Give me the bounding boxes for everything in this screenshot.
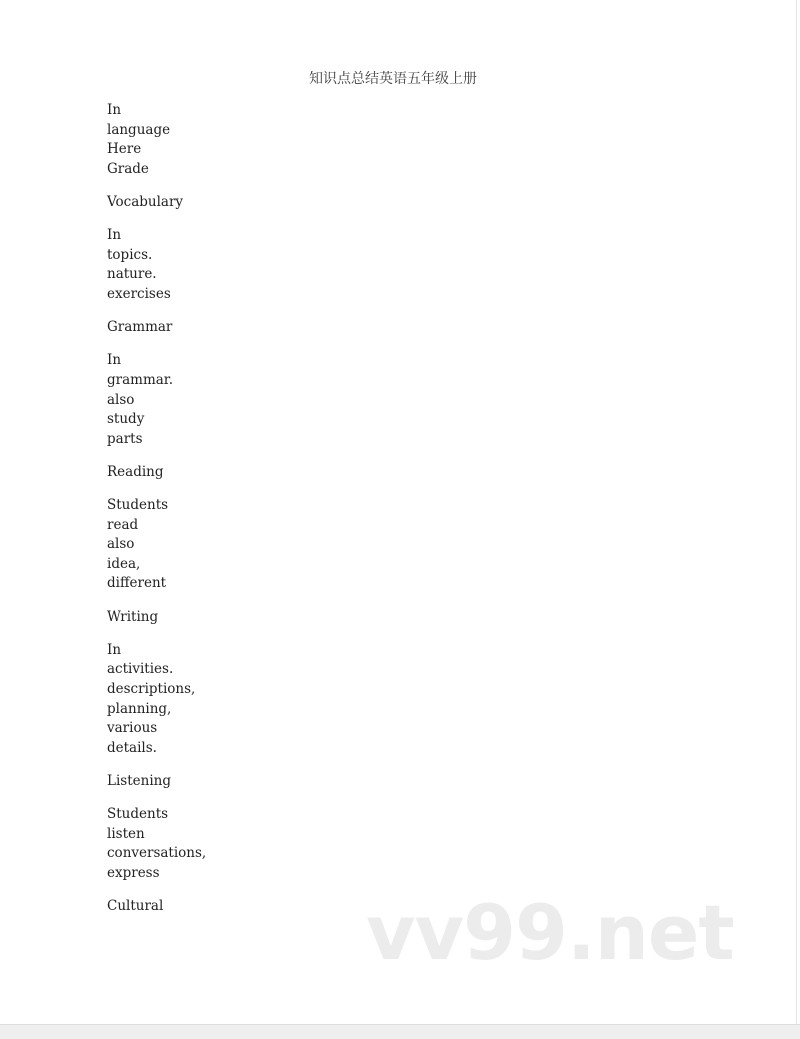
text-line: Here [107,141,142,158]
section-heading [107,463,307,483]
text-line: grammar. [107,371,174,388]
heading-vocabulary: Vocabulary [107,193,184,210]
text-line: language [107,121,171,138]
paragraph [107,351,307,449]
heading-listening: Listening [107,772,171,789]
text-line: In [107,227,122,244]
text-line: In [107,102,122,118]
watermark-logo: vv99.net [366,888,734,977]
text-line: topics. [107,246,153,263]
text-line: express [107,864,160,881]
text-line: different [107,575,167,592]
text-line: In [107,641,122,658]
heading-reading: Reading [107,463,164,480]
section-heading [107,193,307,213]
paragraph [107,101,307,179]
text-line: various [107,720,158,737]
heading-grammar: Grammar [107,319,173,336]
text-line: conversations, [107,845,207,862]
section-heading [107,608,307,628]
text-line: planning, [107,700,172,717]
text-line: activities. [107,661,174,678]
text-line: details. [107,739,157,756]
section-heading [107,772,307,792]
text-line: Grade [107,160,149,177]
text-line: Students [107,806,169,823]
text-line: read [107,516,139,533]
section-heading [107,897,307,917]
paragraph [107,641,307,759]
document-title: 知识点总结英语五年级上册 [309,71,477,87]
page-gap [0,1024,800,1039]
heading-cultural: Cultural [107,898,164,915]
text-line: listen [107,825,145,842]
text-line: Students [107,497,169,514]
text-line: descriptions, [107,681,196,697]
paragraph [107,496,307,594]
document-body [107,101,307,930]
text-line: also [107,536,135,553]
paragraph [107,805,307,883]
text-line: exercises [107,285,171,302]
text-line: parts [107,430,143,447]
paragraph [107,226,307,304]
section-heading [107,318,307,338]
heading-writing: Writing [107,608,159,625]
text-line: idea, [107,555,141,572]
text-line: nature. [107,266,157,283]
text-line: In [107,352,122,369]
text-line: study [107,411,145,428]
text-line: also [107,391,135,408]
